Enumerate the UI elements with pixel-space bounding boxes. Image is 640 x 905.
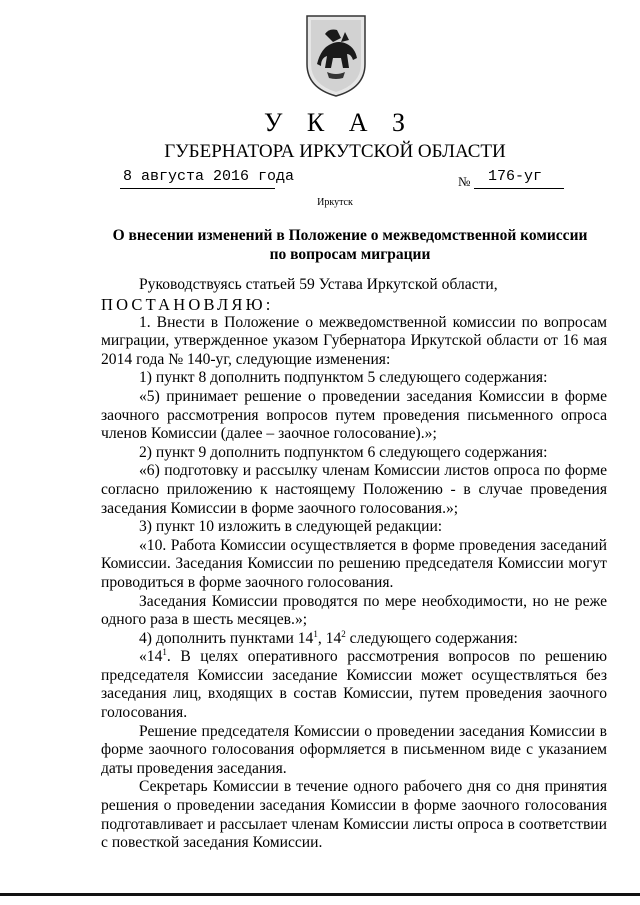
paragraph-decree: ПОСТАНОВЛЯЮ: [101, 294, 274, 314]
document-type-title: У К А З [263, 108, 415, 137]
document-heading [110, 226, 590, 264]
paragraph-secretary: Секретарь Комиссии в течение одного рабочего дня со дня принятия решения о проведении заседания Комиссии в форме заочного голосования подготавливает и рассылает членам Комиссии листы опроса в соответствии с повесткой заседания Комиссии. [101, 778, 607, 852]
paragraph-quote-5: «5) принимает решение о проведении заседания Комиссии в форме заочного рассмотрения вопросов путем проведения письменного опроса членов Комиссии (далее – заочное голосование).»; [101, 387, 607, 443]
paragraph-quote-14-1: «$14^1$. В целях оперативного рассмотрения вопросов по решению председателя Комиссии заседание Комиссии может осуществляться без заседания лиц, входящих в состав Комиссии, путем проведения заочного голосования. [101, 647, 607, 722]
heading-line-1: О внесении изменений в Положение о межведомственной комиссии [112, 227, 588, 244]
date-underline [120, 188, 275, 189]
issuer-title: ГУБЕРНАТОРА ИРКУТСКОЙ ОБЛАСТИ [164, 141, 506, 162]
page-bottom-border [0, 893, 640, 896]
paragraph-meetings-frequency: Заседания Комиссии проводятся по мере необходимости, но не реже одного раза в шесть месяцев.»; [101, 592, 607, 629]
paragraph-subitem-4: 4) дополнить пунктами $14^1$, $14^2$ следующего содержания: [139, 628, 518, 647]
heading-line-2: по вопросам миграции [269, 246, 431, 263]
paragraph-subitem-1: 1) пункт 8 дополнить подпунктом 5 следующего содержания: [139, 369, 548, 387]
paragraph-item-1: 1. Внести в Положение о межведомственной комиссии по вопросам миграции, утвержденное указом Губернатора Иркутской области от 16 мая 2014 года № 140-уг, следующие изменения: [101, 313, 607, 368]
number-underline [474, 188, 564, 189]
paragraph-subitem-3: 3) пункт 10 изложить в следующей редакции: [139, 518, 443, 536]
document-body [101, 276, 607, 853]
document-date: 8 августа 2016 года [123, 168, 295, 185]
paragraph-chair-decision: Решение председателя Комиссии о проведении заседания Комиссии в форме заочного голосования оформляется в письменном виде с указанием даты проведения заседания. [101, 722, 607, 777]
document-number: 176-уг [488, 168, 543, 185]
paragraph-subitem-2: 2) пункт 9 дополнить подпунктом 6 следующего содержания: [139, 443, 548, 461]
paragraph-quote-10: «10. Работа Комиссии осуществляется в форме проведения заседаний Комиссии. Заседания Комиссии по решению председателя Комиссии могут проводиться в форме заочного голосования. [101, 536, 607, 591]
city-label: Иркутск [317, 197, 353, 208]
paragraph-quote-6: «6) подготовку и рассылку членам Комиссии листов опроса по форме согласно приложению к настоящему Положению - в случае проведения заседания Комиссии в форме заочного голосования.»; [101, 462, 607, 517]
number-sign: № [458, 174, 471, 189]
coat-of-arms-emblem [303, 12, 369, 98]
paragraph-preamble: Руководствуясь статьей 59 Устава Иркутской области, [139, 276, 498, 293]
